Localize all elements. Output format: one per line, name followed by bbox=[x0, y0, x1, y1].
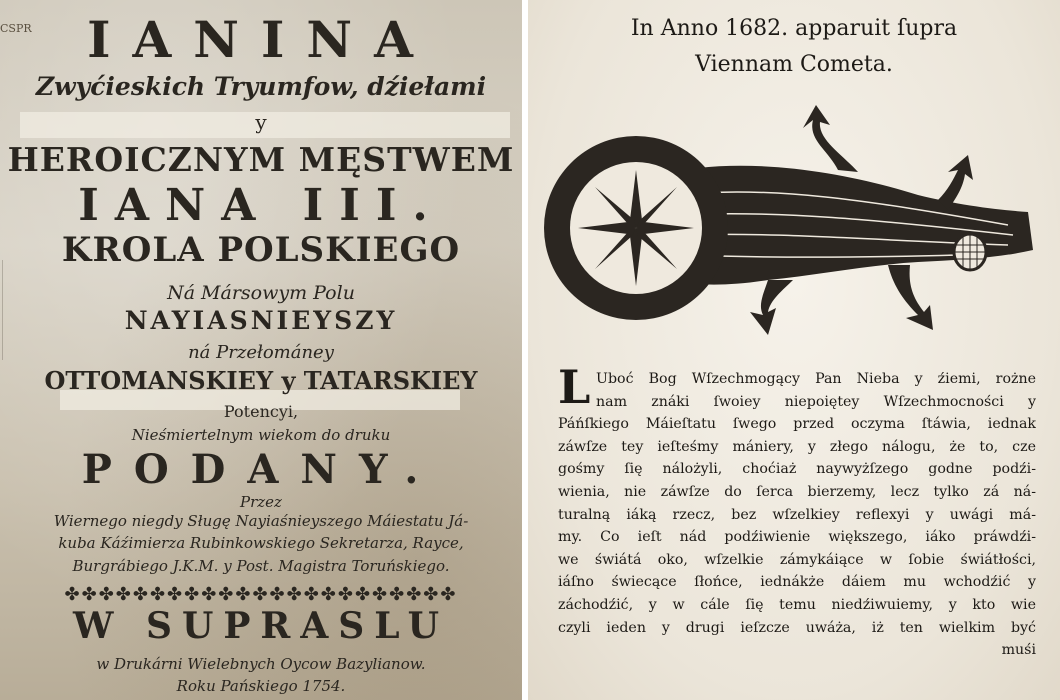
right-text-page bbox=[528, 0, 1060, 700]
body-line: záchodźić, y w cále ſię temu niedźiwuiemy, y kto wie bbox=[558, 596, 1036, 613]
comet-heading-line-2: Viennam Cometa. bbox=[695, 52, 893, 77]
title-line-przez: Przez bbox=[240, 493, 282, 511]
title-line-5: IANA III. bbox=[78, 180, 444, 231]
body-line: czyli ieden y drugi ieſzcze uwáża, iż ten wielkim być bbox=[558, 619, 1036, 636]
title-line-author-2: kuba Káźimierza Rubinkowskiego Sekretarza, Rayce, bbox=[58, 534, 464, 552]
body-line: záwſze tey ieſteśmy mániery, y złego nálogu, że to, cze bbox=[558, 438, 1036, 455]
body-line: gośmy ſię nálożyli, choćiaż naywyżſzego godne podźi- bbox=[558, 461, 1036, 478]
body-line: wienia, nie záwſze do ſerca bierzemy, lecz tylko zá ná- bbox=[558, 483, 1036, 500]
title-line-7: Ná Mársowym Polu bbox=[167, 282, 355, 304]
comet-star bbox=[578, 170, 694, 286]
body-line: my. Co ieſt nád podźiwienie większego, iáko práwdźi- bbox=[558, 529, 1036, 546]
title-podany: PODANY. bbox=[81, 446, 441, 493]
title-line-12: Nieśmiertelnym wiekom do druku bbox=[131, 426, 391, 444]
comet-body-paragraph bbox=[558, 360, 1036, 662]
tail-branch-up bbox=[803, 105, 858, 172]
title-printer-line: w Drukárni Wielebnych Oycow Bazylianow. bbox=[96, 655, 426, 673]
left-title-page bbox=[0, 0, 522, 700]
body-line: iáſno świecące ſłońce, iednákże dáiem mu wchodźić y bbox=[558, 574, 1036, 591]
body-line: turalną iáką rzecz, bez wſzelkiey reflexyi y uwági má- bbox=[558, 506, 1036, 523]
body-line: nam znáki ſwoiey niepoiętey Wſzechmocności y bbox=[596, 393, 1036, 410]
title-line-author-1: Wiernego niegdy Sługę Nayiaśnieyszego Máiestatu Já- bbox=[53, 512, 469, 530]
title-year-line: Roku Pańskiego 1754. bbox=[176, 677, 346, 695]
body-line: we świátá oko, wſzelkie zámykáiące w ſobie świátłości, bbox=[558, 551, 1036, 568]
comet-heading-line-1: In Anno 1682. apparuit ſupra bbox=[630, 16, 958, 41]
ornament-row: ✤✤✤✤✤✤✤✤✤✤✤✤✤✤✤✤✤✤✤✤✤✤✤ bbox=[64, 584, 458, 605]
title-line-8: NAYIASNIEYSZY bbox=[124, 306, 398, 335]
edge-fragment: CSPR bbox=[0, 22, 32, 35]
body-line: Uboć Bog Wſzechmogący Pan Nieba y źiemi, rożne bbox=[596, 371, 1036, 387]
body-line-catchword: muśi bbox=[1001, 642, 1036, 659]
tail-branch-down-left bbox=[750, 280, 793, 335]
title-line-2: Zwyćieskich Tryumfow, dźiełami bbox=[35, 72, 487, 101]
title-ianina: IANINA bbox=[87, 10, 435, 69]
title-line-author-3: Burgrábiego J.K.M. y Post. Magistra Toruńskiego. bbox=[72, 557, 450, 575]
title-line-6: KROLA POLSKIEGO bbox=[61, 230, 461, 270]
comet-woodcut-illustration bbox=[538, 100, 1050, 360]
title-line-4: HEROICZNYM MĘSTWEM bbox=[7, 140, 515, 179]
title-line-10: OTTOMANSKIEY y TATARSKIEY bbox=[44, 366, 478, 395]
drop-cap-letter: L bbox=[558, 360, 591, 414]
title-line-9: ná Przełománey bbox=[188, 342, 334, 363]
title-line-11: Potencyi, bbox=[223, 402, 299, 421]
title-line-3: y bbox=[255, 110, 267, 134]
body-line: Páńſkiego Máieſtatu ſwego przed oczyma ſtáwia, iednak bbox=[558, 416, 1036, 433]
tail-branch-right bbox=[938, 155, 973, 210]
title-w-supraslu: W SUPRASLU bbox=[72, 605, 449, 647]
tail-branch-down-right bbox=[888, 265, 933, 330]
